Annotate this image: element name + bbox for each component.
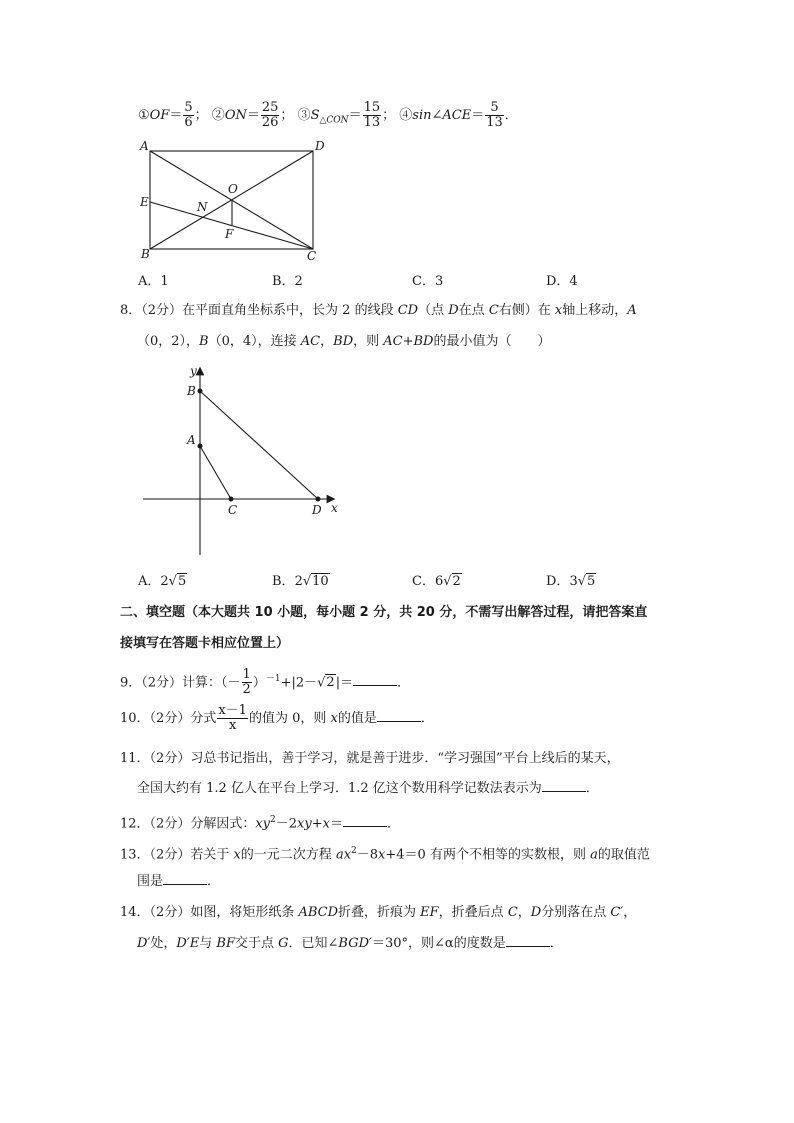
- label-f: F: [225, 227, 234, 241]
- q14-var: D: [530, 905, 542, 920]
- q12-var: xy: [255, 816, 271, 832]
- label-c: C: [228, 503, 238, 517]
- q8-line-2: [137, 332, 551, 352]
- label-n: N: [197, 200, 208, 214]
- q13-text: －8: [356, 847, 379, 863]
- q8-var: AC: [300, 334, 321, 349]
- q11-text: 全国大约有 1.2 亿人在平台上学习．1.2 亿这个数用科学记数法表示为: [137, 781, 542, 796]
- q8-text: ，则: [353, 334, 384, 349]
- numerator: 1: [242, 667, 251, 683]
- fraction: [363, 101, 382, 130]
- q14-var: G: [278, 936, 289, 951]
- q11-answer-blank[interactable]: [542, 779, 586, 792]
- q13-text: 的取值范: [597, 847, 650, 863]
- q8-line-1: [120, 301, 637, 321]
- q14-var: ABCD: [298, 905, 339, 920]
- q12: [120, 810, 400, 834]
- q13-text: +4＝0 有两个不相等的实数根，则: [385, 847, 591, 863]
- q13-var: x: [378, 847, 386, 863]
- q8-coordinate-figure: [135, 362, 350, 560]
- q13-line-1: [120, 841, 650, 865]
- q8-text: 轴上移动，: [562, 303, 628, 318]
- q11-line-1: 11．（2分）习总书记指出，善于学习，就是善于进步．“学习强国”平台上线后的某天，: [120, 751, 620, 766]
- subscript: △CON: [319, 115, 349, 126]
- radicand: 2: [326, 675, 335, 691]
- label-c: C: [307, 249, 317, 263]
- fraction: [261, 101, 280, 130]
- label-d: D: [312, 503, 322, 517]
- section-2-title-line-1: 二、填空题（本大题共 10 小题，每小题 2 分，共 20 分，不需写出解答过程，请把答案直: [120, 605, 648, 620]
- q13-var: a: [590, 847, 598, 863]
- q13-text: 的一元二次方程: [240, 847, 336, 863]
- q8-text: 8．（2分）在平面直角坐标系中，长为 2 的线段: [120, 303, 398, 318]
- q11-line-2: [137, 779, 599, 799]
- q13-line-2: [137, 872, 220, 892]
- q14-var: C′: [610, 905, 624, 920]
- q10-text: 的值为 0，则: [248, 711, 331, 726]
- equals: ＝: [348, 108, 362, 123]
- q14-text: 14．（2分）如图，将矩形纸条: [120, 905, 299, 920]
- label-d: D: [315, 139, 325, 153]
- separator: ；: [280, 108, 294, 123]
- conclusion-3-var: S: [310, 108, 320, 123]
- q14-text: 处，: [150, 936, 177, 951]
- equals: ＝: [246, 108, 260, 123]
- exponent: 2: [270, 815, 276, 825]
- option-radicand: 5: [177, 574, 187, 589]
- period: ．: [420, 711, 434, 726]
- q12-var: xy: [297, 816, 312, 832]
- label-a: A: [187, 433, 196, 447]
- q12-text: ＝: [329, 816, 343, 832]
- label-b: B: [187, 384, 196, 398]
- option-letter: C．: [412, 574, 435, 589]
- q14-line-2: [137, 934, 563, 954]
- q8-var: BD: [333, 334, 354, 349]
- q13-text: 13．（2分）若关于: [120, 847, 234, 863]
- q9-text: +|2－: [280, 675, 318, 691]
- q8-option-c[interactable]: C．6√2: [412, 574, 461, 589]
- option-coef: 6: [434, 574, 444, 589]
- q8-text: 右侧）在: [498, 303, 555, 318]
- fraction: [485, 101, 504, 130]
- option-letter: A．: [138, 574, 161, 589]
- q14-answer-blank[interactable]: [506, 934, 550, 947]
- equals: ＝: [169, 108, 183, 123]
- denominator: 2: [242, 682, 251, 698]
- q8-var: B: [199, 334, 209, 349]
- q7-option-a[interactable]: A．1: [138, 274, 169, 289]
- q13-answer-blank[interactable]: [163, 872, 207, 885]
- separator: ；: [382, 108, 396, 123]
- fraction: [217, 704, 248, 733]
- denominator: 6: [184, 115, 193, 130]
- segment-bd: [200, 391, 318, 499]
- q14-var: D′: [137, 936, 151, 951]
- q14-var: D′E: [176, 936, 200, 951]
- q12-text: 12．（2分）分解因式：: [120, 816, 256, 832]
- q8-text: ，: [320, 334, 334, 349]
- section-2-title-line-2: 接填写在答题卡相应位置上）: [120, 636, 290, 651]
- option-radicand: 10: [312, 574, 329, 589]
- q8-var: AC+BD: [383, 334, 434, 349]
- equals: ＝: [471, 108, 485, 123]
- q14-text: ，: [517, 905, 531, 920]
- q10-text: 的值是: [337, 711, 377, 726]
- period: ．: [207, 874, 221, 889]
- option-letter: B．: [272, 574, 295, 589]
- label-o: O: [228, 182, 238, 196]
- q14-line-1: [120, 903, 636, 923]
- point-b: [198, 389, 203, 394]
- q7-option-c[interactable]: C．3: [412, 274, 444, 289]
- q14-text: ．已知∠: [288, 936, 339, 951]
- exponent: －1: [265, 674, 281, 684]
- q14-var: BF: [216, 936, 235, 951]
- conclusion-1-marker: ①: [138, 108, 150, 123]
- q9-text: |＝: [335, 675, 354, 691]
- period: ．: [386, 816, 400, 832]
- q12-text: +: [311, 816, 323, 832]
- conclusion-4-var: sin∠ACE: [412, 108, 472, 123]
- q8-text: （0，4），连接: [208, 334, 301, 349]
- q7-option-d[interactable]: D．4: [546, 274, 578, 289]
- q12-text: －2: [275, 816, 298, 832]
- option-radicand: 2: [452, 574, 461, 589]
- label-y: y: [190, 364, 197, 378]
- q14-var: BGD′: [338, 936, 372, 951]
- numerator: x－1: [218, 703, 247, 718]
- label-x: x: [331, 501, 338, 515]
- label-b: B: [141, 247, 150, 261]
- fraction: [242, 668, 252, 697]
- q14-text: 分别落在点: [541, 905, 611, 920]
- denominator: 26: [261, 115, 279, 130]
- q14-text: 折叠，折痕为: [338, 905, 421, 920]
- q9: 9．（2分）计算：（－ $\frac{1}{2}$ ）$^{-1}$+|2－√2|＝ ．: [120, 667, 411, 698]
- q13-var: ax: [335, 847, 352, 863]
- option-letter: D．: [546, 574, 570, 589]
- q8-var: CD: [397, 303, 419, 318]
- option-radicand: 5: [587, 574, 596, 589]
- option-coef: 2: [160, 574, 169, 589]
- numerator: 5: [184, 100, 193, 115]
- segment-ac: [200, 446, 231, 499]
- q12-var: x: [322, 816, 330, 832]
- q8-option-b[interactable]: B．2√10: [272, 574, 329, 589]
- q8-option-d[interactable]: D．3√5: [546, 574, 596, 589]
- numerator: 25: [261, 100, 279, 115]
- fraction: [183, 101, 193, 130]
- conclusion-1-var: OF: [149, 108, 170, 123]
- q8-var: x: [554, 303, 563, 318]
- numerator: 15: [363, 100, 381, 115]
- label-a: A: [140, 139, 149, 153]
- exponent: 2: [351, 846, 357, 856]
- separator: ；: [194, 108, 208, 123]
- q14-var: C: [507, 905, 518, 920]
- numerator: 5: [485, 101, 504, 116]
- q7-rectangle-figure: [135, 136, 335, 266]
- q14-text: 与: [199, 936, 217, 951]
- point-a: [198, 444, 203, 449]
- q14-text: ，: [623, 905, 637, 920]
- q10-answer-blank[interactable]: [377, 709, 421, 722]
- q8-var: D: [448, 303, 459, 318]
- q12-answer-blank[interactable]: [343, 814, 387, 827]
- q8-option-a[interactable]: A．2√5: [138, 574, 187, 589]
- conclusion-2-var: ON: [224, 108, 247, 123]
- option-coef: 3: [569, 574, 578, 589]
- q14-text: ＝30°，则∠α的度数是: [371, 936, 506, 951]
- q9-text: 9．（2分）计算：（－: [120, 675, 241, 691]
- q10-text: 10．（2分）分式: [120, 711, 217, 726]
- q7-conclusions: [138, 100, 518, 137]
- period: ．: [549, 936, 563, 951]
- conclusion-2-marker: ②: [211, 108, 225, 123]
- q14-text: 交于点: [234, 936, 279, 951]
- label-e: E: [140, 195, 149, 209]
- q8-text: （0，2），: [137, 334, 200, 349]
- q13-var: x: [233, 847, 241, 863]
- period: ．: [397, 675, 411, 691]
- q7-option-b[interactable]: B．2: [272, 274, 303, 289]
- q8-text: 在点: [458, 303, 489, 318]
- q8-text: 的最小值为（ ）: [433, 334, 551, 349]
- q10: [120, 704, 434, 734]
- q14-text: ，折叠后点: [438, 905, 508, 920]
- q14-var: EF: [420, 905, 439, 920]
- conclusion-4-marker: ④: [399, 108, 413, 123]
- q13-text: 围是: [137, 874, 164, 889]
- point-c: [229, 497, 234, 502]
- denominator: x: [228, 718, 237, 733]
- conclusion-3-marker: ③: [297, 108, 311, 123]
- q8-var: C: [488, 303, 499, 318]
- period: ．: [504, 108, 518, 123]
- option-coef: 2: [294, 574, 303, 589]
- q8-var: A: [627, 303, 637, 318]
- period: ．: [585, 781, 599, 796]
- denominator: 13: [486, 115, 503, 130]
- point-d: [316, 497, 321, 502]
- q10-var: x: [330, 711, 338, 726]
- q9-answer-blank[interactable]: [353, 673, 397, 686]
- denominator: 13: [363, 115, 381, 130]
- q8-text: （点: [418, 303, 449, 318]
